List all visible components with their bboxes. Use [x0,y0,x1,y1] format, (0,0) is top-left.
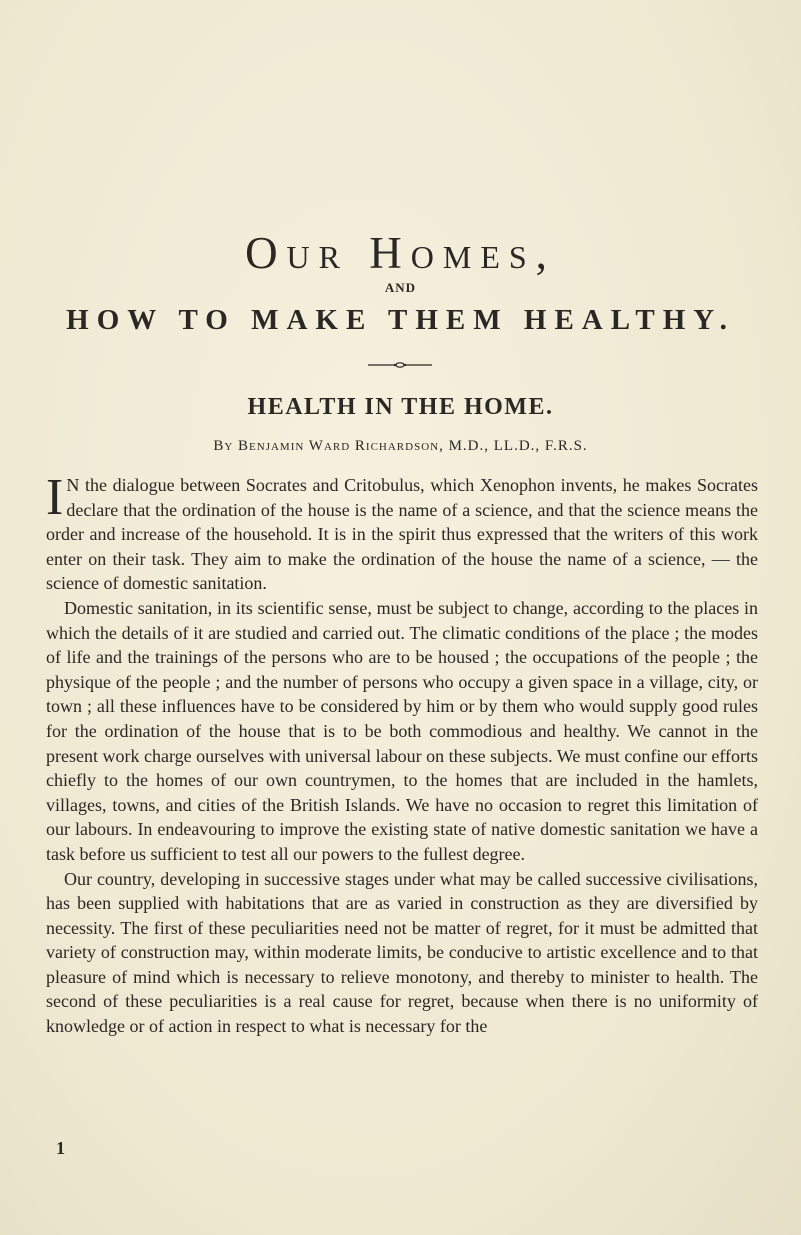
book-title: Our Homes, [245,228,556,278]
title-connector: AND [384,280,417,295]
paragraph-text: N the dialogue between Socrates and Critobulus, which Xenophon invents, he makes Socrates declare that the ordination of the house is the name of a science, and that the science means the order and increase of the household. It is in the spirit thus expressed that the writers of this work enter on their task. They aim to make the ordination of the house the name of a science, — the science of domestic sanitation. [46,475,758,594]
page-number: 1 [56,1138,65,1158]
author-byline: By Benjamin Ward Richardson, M.D., LL.D., F.R.S. [213,438,588,454]
paragraph [46,469,758,596]
ornament-divider [368,362,432,368]
drop-cap: I [46,469,64,526]
book-subtitle: HOW TO MAKE THEM HEALTHY. [66,304,735,336]
paragraph: Our country, developing in successive stages under what may be called successive civilisations, has been supplied with habitations that are as varied in construction as they are diversified by necessity. The first of these peculiarities need not be matter of regret, for it must be admitted that variety of construction may, within moderate limits, be conducive to artistic excellence and to that pleasure of mind which is necessary to relieve monotony, and thereby to minister to health. The second of these peculiarities is a real cause for regret, because when there is no uniformity of knowledge or of action in respect to what is necessary for the [46,868,758,1037]
paragraph: Domestic sanitation, in its scientific sense, must be subject to change, according to the places in which the details of it are studied and carried out. The climatic conditions of the place ; the modes of life and the trainings of the persons who are to be housed ; the occupations of the people ; the physique of the people ; and the number of persons who occupy a given space in a village, city, or town ; all these influences have to be considered by him or by them who would supply good rules for the ordination of the house that is to be both commodious and healthy. We cannot in the present work charge ourselves with universal labour on these subjects. We must confine our efforts chiefly to the homes of our own countrymen, to the homes that are included in the hamlets, villages, towns, and cities of the British Islands. We have no occasion to regret this limitation of our labours. In endeavouring to improve the existing state of native domestic sanitation we have a task before us sufficient to test all our powers to the fullest degree. [46,597,758,864]
section-heading: HEALTH IN THE HOME. [247,394,554,420]
body-text [46,469,758,1039]
